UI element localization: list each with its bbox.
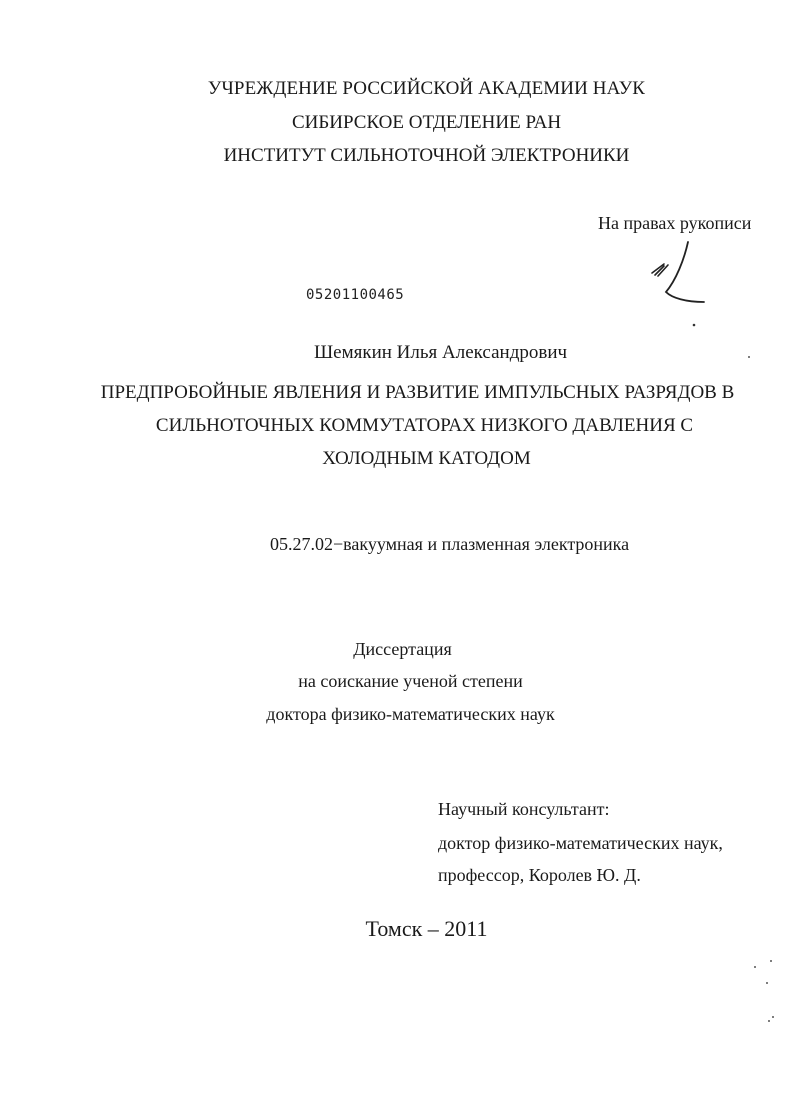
institution-line-2: СИБИРСКОЕ ОТДЕЛЕНИЕ РАН <box>291 112 562 133</box>
rights-notice: На правах рукописи <box>598 213 752 233</box>
consultant-label: Научный консультант: <box>438 799 610 819</box>
city-year: Томск – 2011 <box>365 916 488 941</box>
dissertation-title-line-1: ПРЕДПРОБОЙНЫЕ ЯВЛЕНИЯ И РАЗВИТИЕ ИМПУЛЬСНЫХ РАЗРЯДОВ В <box>100 382 735 403</box>
institution-line-3: ИНСТИТУТ СИЛЬНОТОЧНОЙ ЭЛЕКТРОНИКИ <box>223 145 630 166</box>
dissertation-title-line-2: СИЛЬНОТОЧНЫХ КОММУТАТОРАХ НИЗКОГО ДАВЛЕНИЯ С <box>155 415 694 436</box>
degree-line-1: на соискание ученой степени <box>298 671 523 691</box>
institution-line-1: УЧРЕЖДЕНИЕ РОССИЙСКОЙ АКАДЕМИИ НАУК <box>207 78 646 99</box>
specialty-code: 05.27.02−вакуумная и плазменная электроника <box>270 534 630 554</box>
author-name: Шемякин Илья Александрович <box>314 342 568 363</box>
scan-speck <box>748 356 750 358</box>
scan-speck <box>768 1020 770 1022</box>
signature-icon <box>646 240 716 330</box>
scan-speck <box>766 982 768 984</box>
archive-stamp-number: 05201100465 <box>306 287 405 303</box>
scan-speck <box>772 1016 774 1018</box>
scan-speck <box>770 960 772 962</box>
scan-speck <box>754 966 756 968</box>
dissertation-title-line-3: ХОЛОДНЫМ КАТОДОМ <box>322 448 531 469</box>
degree-line-2: доктора физико-математических наук <box>266 704 555 724</box>
dissertation-label: Диссертация <box>353 639 452 659</box>
consultant-name: профессор, Королев Ю. Д. <box>438 865 641 885</box>
consultant-degree: доктор физико-математических наук, <box>438 833 723 853</box>
